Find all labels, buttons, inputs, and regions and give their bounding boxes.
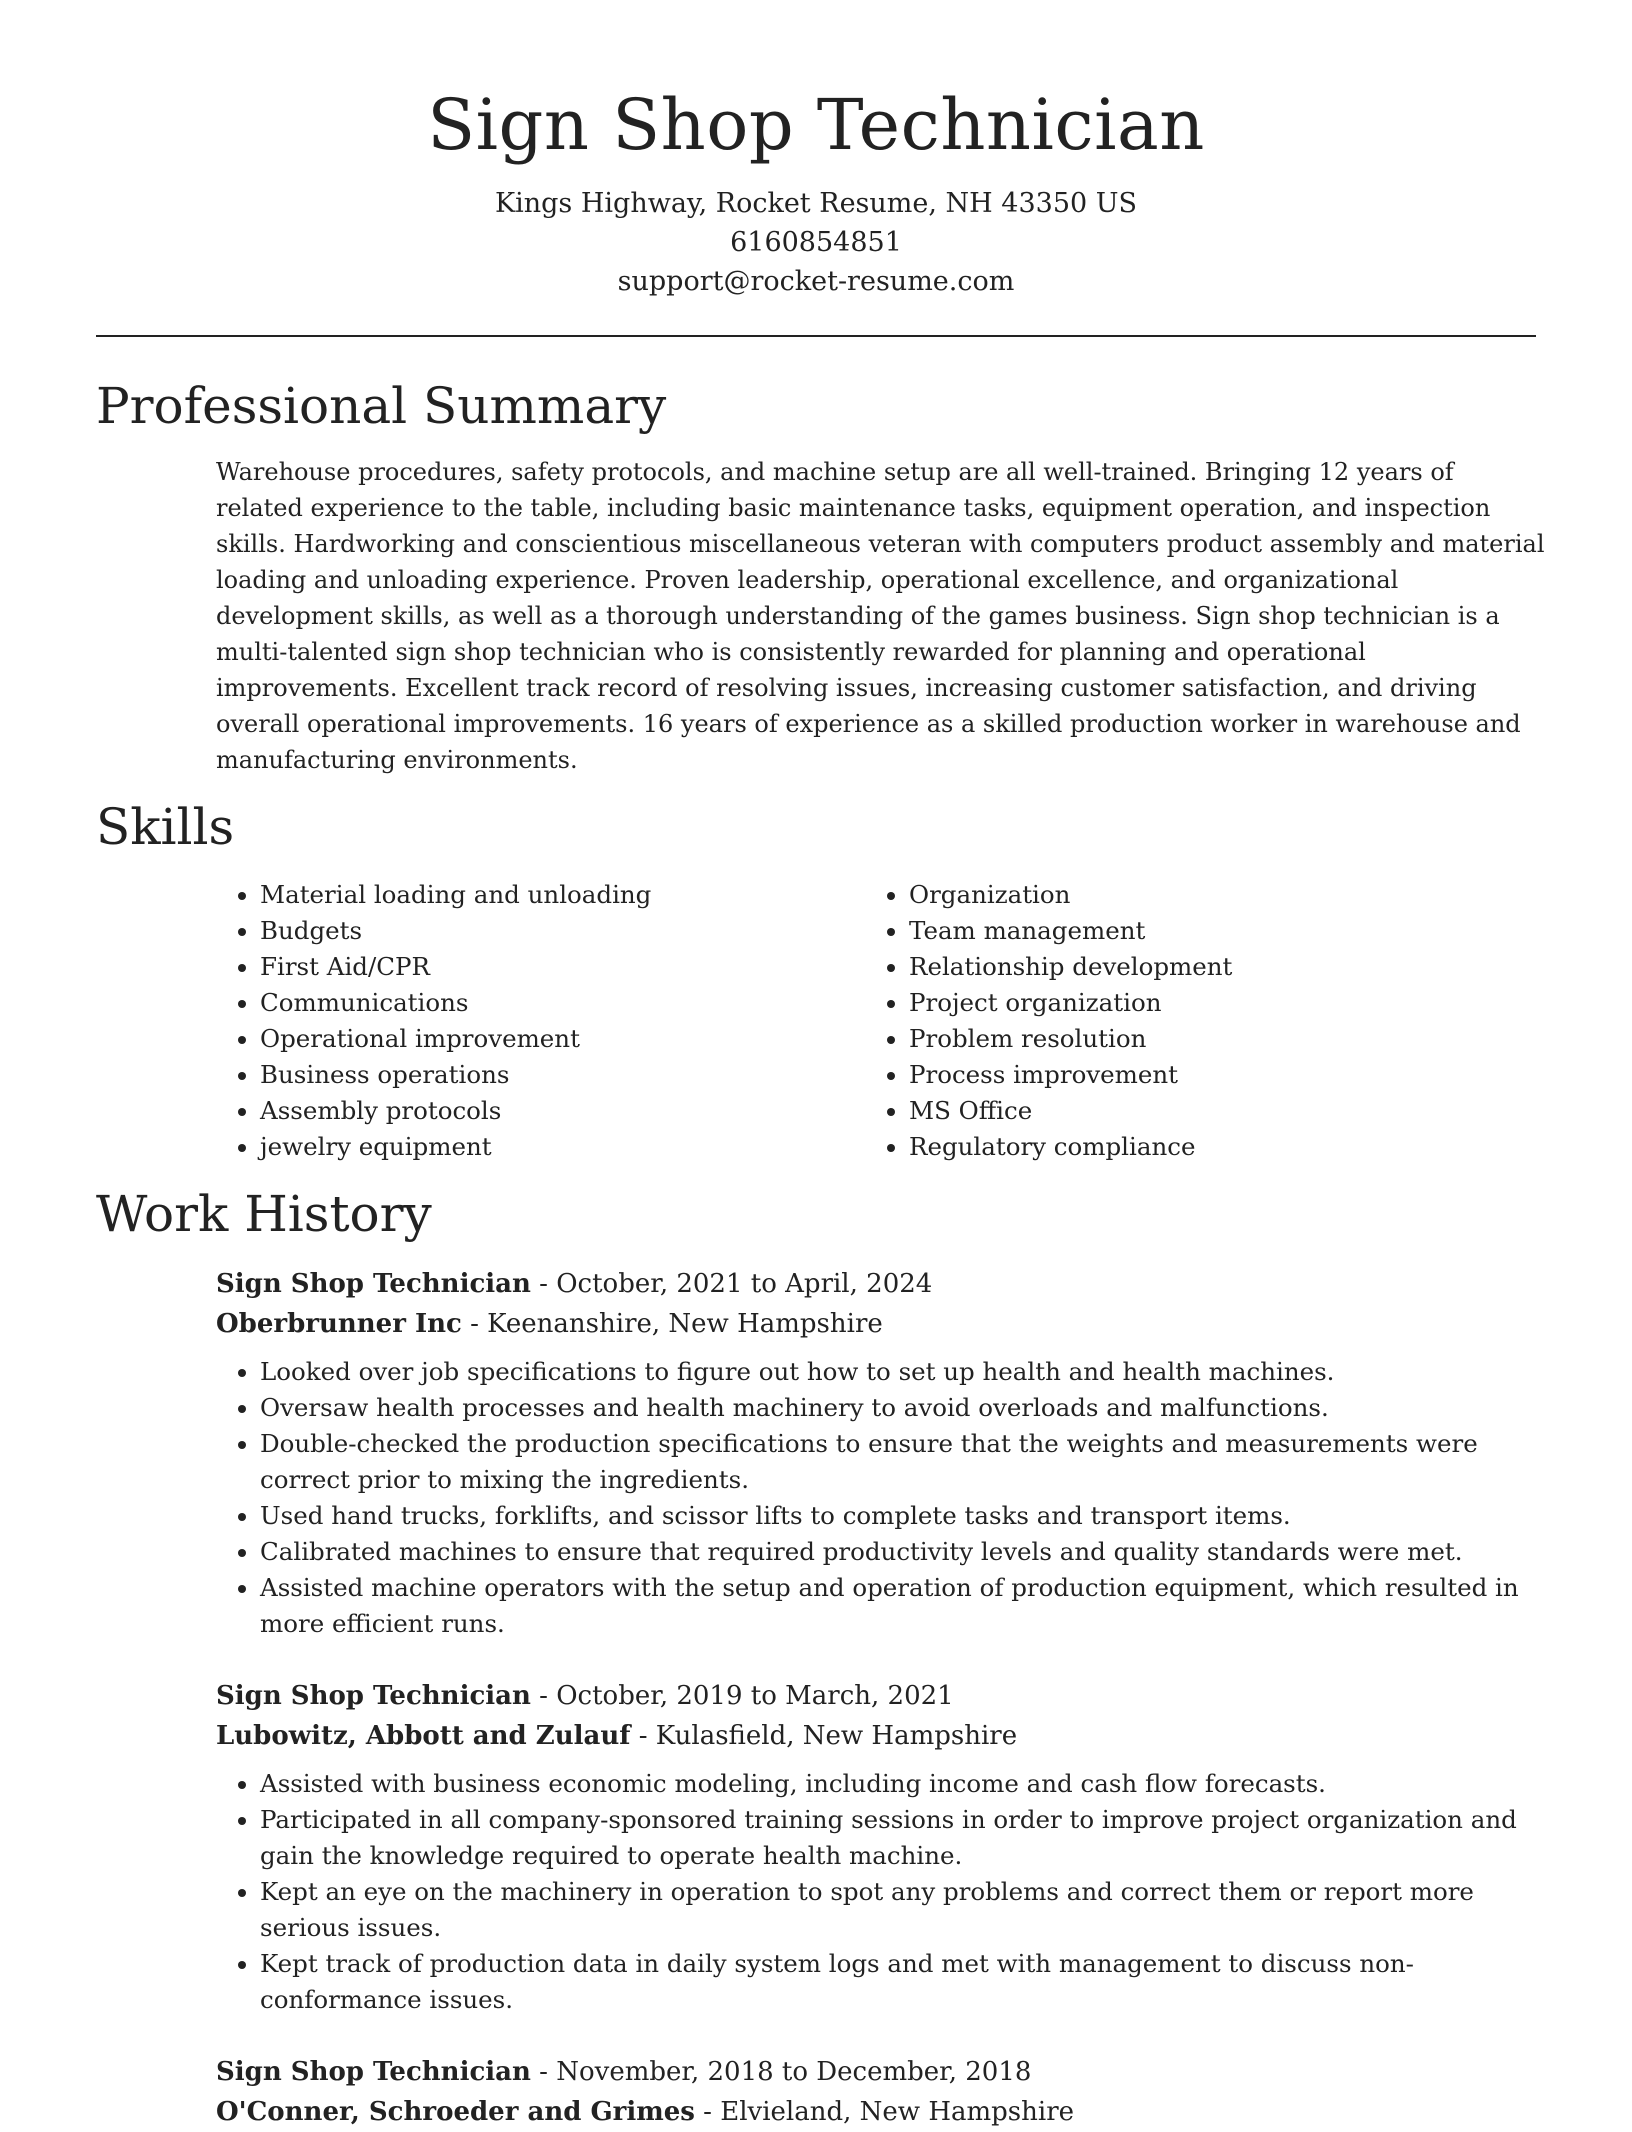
skill-item: • Business operations xyxy=(260,1057,865,1093)
job-company-line xyxy=(216,2092,1546,2132)
job-entry xyxy=(216,1676,1546,2018)
skill-item: • Relationship development xyxy=(909,949,1232,985)
skill-item: • Communications xyxy=(260,985,865,1021)
skill-item: • jewelry equipment xyxy=(260,1129,865,1165)
job-company-line xyxy=(216,1716,1546,1756)
job-duties xyxy=(216,1354,1546,1642)
skill-item: • First Aid/CPR xyxy=(260,949,865,985)
duty-item: • Participated in all company-sponsored training sessions in order to improve project organization and gain the knowledge required to operate health machine. xyxy=(260,1802,1546,1874)
duty-item: • Calibrated machines to ensure that required productivity levels and quality standards were met. xyxy=(260,1534,1546,1570)
candidate-name: Sign Shop Technician xyxy=(427,84,1205,166)
duty-item: • Double-checked the production specifications to ensure that the weights and measurements were correct prior to mixing the ingredients. xyxy=(260,1426,1546,1498)
job-entry xyxy=(216,1264,1546,1642)
skill-item: • Project organization xyxy=(909,985,1232,1021)
job-location: - Kulasfield, New Hampshire xyxy=(630,1721,1018,1751)
job-dates: - October, 2019 to March, 2021 xyxy=(530,1681,954,1711)
job-dates: - October, 2021 to April, 2024 xyxy=(530,1269,933,1299)
skill-item: • Budgets xyxy=(260,913,865,949)
job-title-line xyxy=(216,1676,1546,1716)
duty-item: • Assisted machine operators with the setup and operation of production equipment, which resulted in more efficient runs. xyxy=(260,1570,1546,1642)
duty-item: • Kept an eye on the machinery in operation to spot any problems and correct them or report more serious issues. xyxy=(260,1874,1546,1946)
skill-item: • Operational improvement xyxy=(260,1021,865,1057)
job-title: Sign Shop Technician xyxy=(216,1681,531,1711)
skill-item: • Organization xyxy=(909,877,1232,913)
job-dates: - November, 2018 to December, 2018 xyxy=(530,2057,1032,2087)
duty-item: • Kept track of production data in daily system logs and met with management to discuss non-conformance issues. xyxy=(260,1946,1546,2018)
header-divider xyxy=(96,335,1536,337)
duty-item: • Used hand trucks, forklifts, and scissor lifts to complete tasks and transport items. xyxy=(260,1498,1546,1534)
job-entry xyxy=(216,2052,1546,2132)
contact-email: support@rocket-resume.com xyxy=(617,266,1015,297)
job-company-line xyxy=(216,1304,1546,1344)
skills-list xyxy=(216,877,1536,1165)
duty-item: • Oversaw health processes and health machinery to avoid overloads and malfunctions. xyxy=(260,1390,1546,1426)
job-location: - Elvieland, New Hampshire xyxy=(694,2097,1075,2127)
skills-heading: Skills xyxy=(96,798,235,856)
resume-page xyxy=(96,0,1545,2132)
contact-address: Kings Highway, Rocket Resume, NH 43350 US xyxy=(494,188,1138,219)
skill-item: • Regulatory compliance xyxy=(909,1129,1232,1165)
work-history-heading: Work History xyxy=(96,1185,432,1243)
duty-item: • Looked over job specifications to figure out how to set up health and health machines. xyxy=(260,1354,1546,1390)
skills-column-left xyxy=(216,877,865,1165)
job-company: Oberbrunner Inc xyxy=(216,1309,462,1339)
skill-item: • Problem resolution xyxy=(909,1021,1232,1057)
job-company: Lubowitz, Abbott and Zulauf xyxy=(216,1721,631,1751)
skills-column-right xyxy=(865,877,1232,1165)
job-title-line xyxy=(216,2052,1546,2092)
skill-item: • Assembly protocols xyxy=(260,1093,865,1129)
job-title-line xyxy=(216,1264,1546,1304)
skill-item: • Material loading and unloading xyxy=(260,877,865,913)
summary-text: Warehouse procedures, safety protocols, and machine setup are all well-trained. Bringing 12 years of related experience to the table, including basic maintenance tasks, equipment operation, and inspection skills. Hardworking and conscientious miscellaneous veteran with computers product assembly and material loading and unloading experience. Proven leadership, operational excellence, and organizational development skills, as well as a thorough understanding of the games business. Sign shop technician is a multi-talented sign shop technician who is consistently rewarded for planning and operational improvements. Excellent track record of resolving issues, increasing customer satisfaction, and driving overall operational improvements. 16 years of experience as a skilled production worker in warehouse and manufacturing environments. xyxy=(216,458,1545,774)
summary-heading: Professional Summary xyxy=(96,377,667,435)
skill-item: • Process improvement xyxy=(909,1057,1232,1093)
contact-block xyxy=(96,184,1536,301)
job-title: Sign Shop Technician xyxy=(216,2057,531,2087)
duty-item: • Assisted with business economic modeling, including income and cash flow forecasts. xyxy=(260,1766,1546,1802)
job-duties xyxy=(216,1766,1546,2018)
job-location: - Keenanshire, New Hampshire xyxy=(461,1309,883,1339)
contact-phone: 6160854851 xyxy=(730,227,902,258)
skill-item: • MS Office xyxy=(909,1093,1232,1129)
job-title: Sign Shop Technician xyxy=(216,1269,531,1299)
skill-item: • Team management xyxy=(909,913,1232,949)
job-company: O'Conner, Schroeder and Grimes xyxy=(216,2097,695,2127)
